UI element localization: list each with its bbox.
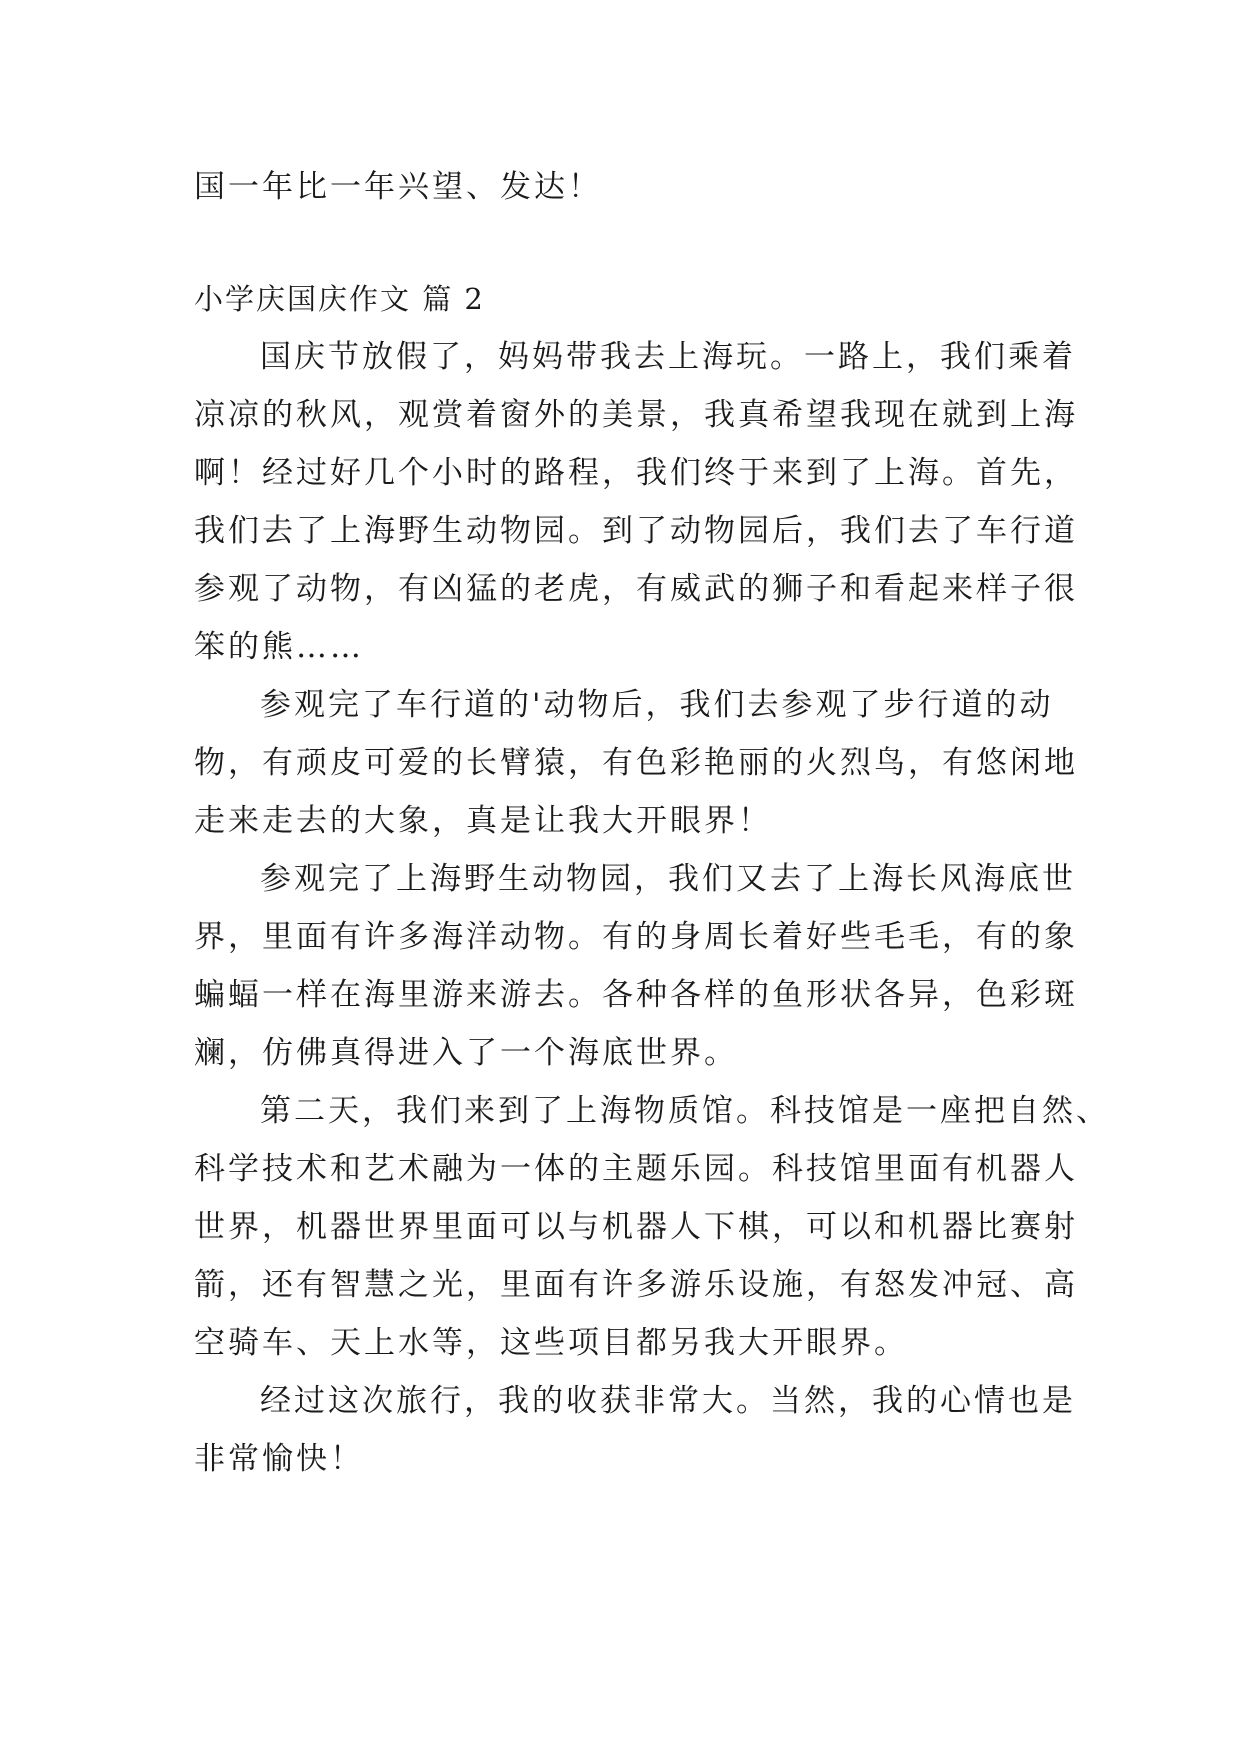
text-line: 世界，机器世界里面可以与机器人下棋，可以和机器比赛射 — [194, 1209, 1078, 1245]
text-line: 科学技术和艺术融为一体的主题乐园。科技馆里面有机器人 — [194, 1151, 1078, 1187]
text-line: 第二天，我们来到了上海物质馆。科技馆是一座把自然、 — [260, 1093, 1110, 1129]
text-line: 物，有顽皮可爱的长臂猿，有色彩艳丽的火烈鸟，有悠闲地 — [194, 745, 1078, 781]
paragraph-2 — [194, 676, 1078, 850]
text-line: 我们去了上海野生动物园。到了动物园后，我们去了车行道 — [194, 513, 1078, 549]
paragraph-4 — [194, 1082, 1110, 1372]
paragraph-1 — [194, 328, 1078, 676]
carry-over-line: 国一年比一年兴望、发达！ — [194, 169, 602, 205]
text-line: 参观了动物，有凶猛的老虎，有威武的狮子和看起来样子很 — [194, 571, 1078, 607]
text-line: 参观完了上海野生动物园，我们又去了上海长风海底世 — [260, 861, 1076, 897]
paragraph-3 — [194, 850, 1078, 1082]
document-body — [194, 158, 1110, 1488]
section-title: 小学庆国庆作文 篇 2 — [194, 282, 485, 316]
text-line: 笨的熊…… — [194, 629, 364, 665]
text-line: 走来走去的大象，真是让我大开眼界！ — [194, 803, 772, 839]
text-line: 界，里面有许多海洋动物。有的身周长着好些毛毛，有的象 — [194, 919, 1078, 955]
text-line: 空骑车、天上水等，这些项目都另我大开眼界。 — [194, 1325, 908, 1361]
text-line: 国庆节放假了，妈妈带我去上海玩。一路上，我们乘着 — [260, 339, 1076, 375]
text-line: 经过这次旅行，我的收获非常大。当然，我的心情也是 — [260, 1383, 1076, 1419]
text-line: 斓，仿佛真得进入了一个海底世界。 — [194, 1035, 738, 1071]
text-line: 蝙蝠一样在海里游来游去。各种各样的鱼形状各异，色彩斑 — [194, 977, 1078, 1013]
text-line: 箭，还有智慧之光，里面有许多游乐设施，有怒发冲冠、高 — [194, 1267, 1078, 1303]
paragraph-5 — [194, 1372, 1076, 1488]
text-line: 凉凉的秋风，观赏着窗外的美景，我真希望我现在就到上海 — [194, 397, 1078, 433]
text-line: 非常愉快！ — [194, 1441, 364, 1477]
text-line: 参观完了车行道的'动物后，我们去参观了步行道的动 — [260, 687, 1054, 723]
text-line: 啊！经过好几个小时的路程，我们终于来到了上海。首先， — [194, 455, 1078, 491]
